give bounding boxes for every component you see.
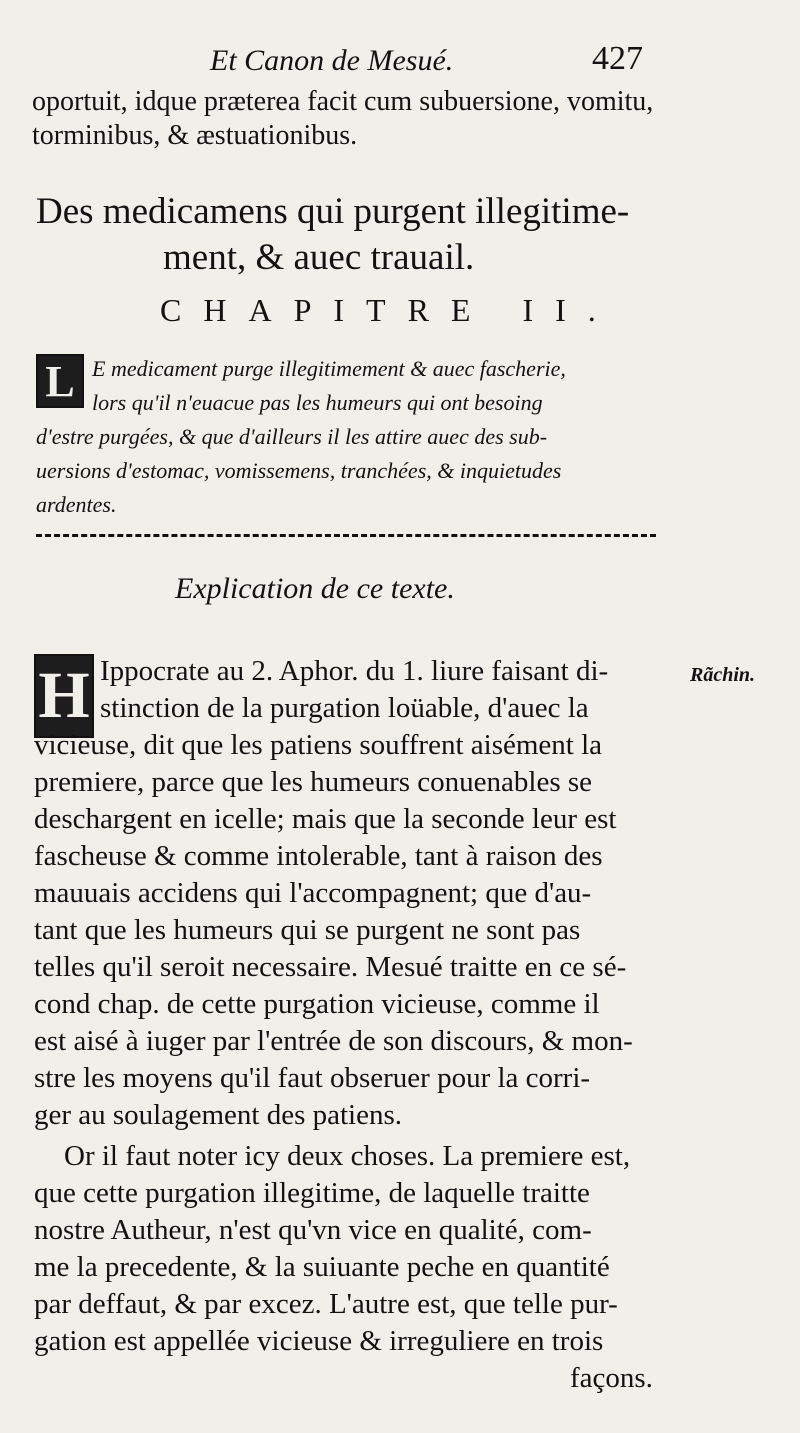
body-line: Ippocrate au 2. Aphor. du 1. liure faisant di- bbox=[100, 655, 609, 687]
body-line: cond chap. de cette purgation vicieuse, comme il bbox=[34, 988, 600, 1020]
ornamental-initial: H bbox=[34, 654, 94, 738]
ornamental-initial: L bbox=[36, 354, 84, 408]
running-title: Et Canon de Mesué. bbox=[210, 44, 454, 77]
italic-text-line: lors qu'il n'euacue pas les humeurs qui ont besoing bbox=[92, 390, 543, 415]
margin-note: Rãchin. bbox=[690, 664, 756, 686]
section-divider bbox=[36, 534, 656, 537]
chapter-heading-line: ment, & auec trauail. bbox=[163, 237, 475, 278]
body-line: tant que les humeurs qui se purgent ne sont pas bbox=[34, 914, 581, 946]
chapter-label: CHAPITRE II. bbox=[160, 292, 618, 328]
body-line: que cette purgation illegitime, de laquelle traitte bbox=[34, 1177, 590, 1209]
text-line: oportuit, idque præterea facit cum subuersione, vomitu, bbox=[32, 86, 654, 117]
body-line: stre les moyens qu'il faut obseruer pour la corri- bbox=[34, 1062, 591, 1094]
italic-text-line: E medicament purge illegitimement & auec fascherie, bbox=[92, 356, 566, 381]
chapter-heading-line: Des medicamens qui purgent illegitime- bbox=[36, 191, 630, 232]
body-line: premiere, parce que les humeurs conuenables se bbox=[34, 766, 593, 798]
page-number: 427 bbox=[592, 40, 643, 77]
body-line: nostre Autheur, n'est qu'vn vice en qualité, com- bbox=[34, 1214, 592, 1246]
body-line: mauuais accidens qui l'accompagnent; que d'au- bbox=[34, 877, 592, 909]
body-line: stinction de la purgation loüable, d'auec la bbox=[100, 692, 589, 724]
body-line: gation est appellée vicieuse & irreguliere en trois bbox=[34, 1325, 604, 1357]
body-line: est aisé à iuger par l'entrée de son discours, & mon- bbox=[34, 1025, 633, 1057]
body-line: fascheuse & comme intolerable, tant à raison des bbox=[34, 840, 603, 872]
italic-text-line: ardentes. bbox=[36, 492, 117, 517]
body-line: telles qu'il seroit necessaire. Mesué traitte en ce sé- bbox=[34, 951, 627, 983]
body-line: façons. bbox=[570, 1362, 653, 1394]
body-line: deschargent en icelle; mais que la seconde leur est bbox=[34, 803, 617, 835]
explication-heading: Explication de ce texte. bbox=[175, 572, 455, 605]
text-line: torminibus, & æstuationibus. bbox=[32, 120, 358, 151]
body-line: ger au soulagement des patiens. bbox=[34, 1099, 403, 1131]
italic-text-line: uersions d'estomac, vomissemens, tranchées, & inquietudes bbox=[36, 458, 562, 483]
italic-text-line: d'estre purgées, & que d'ailleurs il les attire auec des sub- bbox=[36, 424, 548, 449]
body-line: me la precedente, & la suiuante peche en quantité bbox=[34, 1251, 610, 1283]
body-line: Or il faut noter icy deux choses. La premiere est, bbox=[64, 1140, 631, 1172]
body-line: vicieuse, dit que les patiens souffrent aisément la bbox=[34, 729, 603, 761]
body-line: par deffaut, & par excez. L'autre est, que telle pur- bbox=[34, 1288, 618, 1320]
